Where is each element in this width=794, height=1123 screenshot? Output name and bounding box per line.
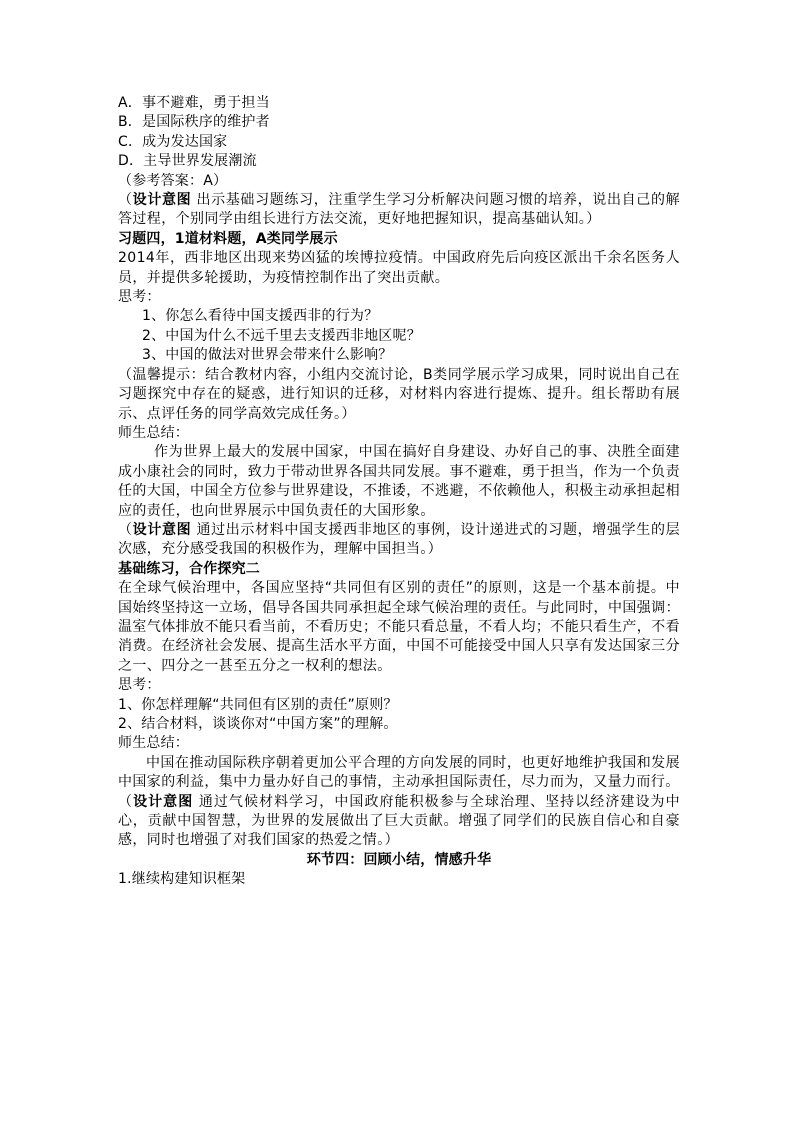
design-intent-text: 通过气候材料学习，中国政府能积极参与全球治理、坚持以经济建设为中心，贡献中国智慧，为世界的发展做出了巨大贡献。增强了同学们的民族自信心和自豪感，同时也增强了对我们国家的热爱之情。） [118,793,680,849]
exercise4-summary-label: 师生总结： [118,424,189,441]
option-d: D．主导世界发展潮流 [118,153,257,170]
practice2-material: 在全球气候治理中，各国应坚持“共同但有区别的责任”的原则，这是一个基本前提。中国始终坚持这一立场，倡导各国共同承担起全球气候治理的责任。与此同时，中国强调：温室气体排放不能只看当前，不看历史；不能只看总量，不看人均；不能只看生产，不看消费。在经济社会发展、提高生活水平方面，中国不可能接受中国人只享有发达国家三分之一、四分之一甚至五分之一权利的想法。 [118,580,680,674]
exercise4-question-3: 3、中国的做法对世界会带来什么影响？ [142,347,393,364]
practice2-think-label: 思考： [118,677,161,694]
exercise4-question-1: 1、你怎么看待中国支援西非的行为？ [142,308,379,325]
option-a: A．事不避难，勇于担当 [118,95,270,111]
option-b: B．是国际秩序的维护者 [118,114,270,131]
exercise4-summary: 作为世界上最大的发展中国家，中国在搞好自身建设、办好自己的事、决胜全面建成小康社会的同时，致力于带动世界各国共同发展。事不避难，勇于担当，作为一个负责任的大国，中国全方位参与世界建设，不推诿，不逃避，不依赖他人，积极主动承担起相应的责任，也向世界展示中国负责任的大国形象。 [118,444,680,519]
practice2-title: 基础练习，合作探究二 [118,560,260,577]
exercise4-material: 2014年，西非地区出现来势凶猛的埃博拉疫情。中国政府先后向疫区派出千余名医务人员，并提供多轮援助，为疫情控制作出了突出贡献。 [118,250,680,286]
option-c: C．成为发达国家 [118,133,228,150]
design-intent-label: 设计意图 [132,192,192,209]
design-intent-1: （设计意图 出示基础习题练习，注重学生学习分析解决问题习惯的培养，说出自己的解答过程，个别同学由组长进行方法交流，更好地把握知识，提高基础认知。） [118,192,681,228]
document-page [118,94,680,890]
reference-answer: （参考答案：A） [118,172,228,189]
design-intent-text: 通过出示材料中国支援西非地区的事例，设计递进式的习题，增强学生的层次感，充分感受我国的积极作为，理解中国担当。） [118,521,681,558]
practice2-question-1: 1、你怎样理解“共同但有区别的责任”原则？ [118,696,398,713]
practice2-summary: 中国在推动国际秩序朝着更加公平合理的方向发展的同时，也更好地维护我国和发展中国家的利益，集中力量办好自己的事情，主动承担国际责任，尽力而为，又量力而行。 [118,754,680,791]
practice2-summary-label: 师生总结： [118,735,189,752]
design-intent-2: （设计意图 通过出示材料中国支援西非地区的事例，设计递进式的习题，增强学生的层次感，充分感受我国的积极作为，理解中国担当。） [118,521,681,558]
practice2-question-2: 2、结合材料，谈谈你对“中国方案”的理解。 [118,716,398,732]
design-intent-3: （设计意图 通过气候材料学习，中国政府能积极参与全球治理、坚持以经济建设为中心，贡献中国智慧，为世界的发展做出了巨大贡献。增强了同学们的民族自信心和自豪感，同时也增强了对我们国家的热爱之情。） [118,793,680,849]
design-intent-label: 设计意图 [133,793,194,810]
design-intent-label: 设计意图 [132,521,192,538]
design-intent-text: 出示基础习题练习，注重学生学习分析解决问题习惯的培养，说出自己的解答过程，个别同学由组长进行方法交流，更好地把握知识，提高基础认知。） [118,192,681,228]
exercise4-title: 习题四，1道材料题，A类同学展示 [118,230,338,247]
exercise4-question-2: 2、中国为什么不远千里去支援西非地区呢？ [142,327,421,344]
exercise4-think-label: 思考： [118,289,161,306]
section4-title: 环节四：回顾小结，情感升华 [306,851,492,868]
exercise4-hint: （温馨提示：结合教材内容，小组内交流讨论，B类同学展示学习成果，同时说出自己在习题探究中存在的疑惑，进行知识的迁移，对材料内容进行提炼、提升。组长帮助有展示、点评任务的同学高效完成任务。） [118,366,680,422]
section4-item-1: 1.继续构建知识框架 [118,871,246,888]
